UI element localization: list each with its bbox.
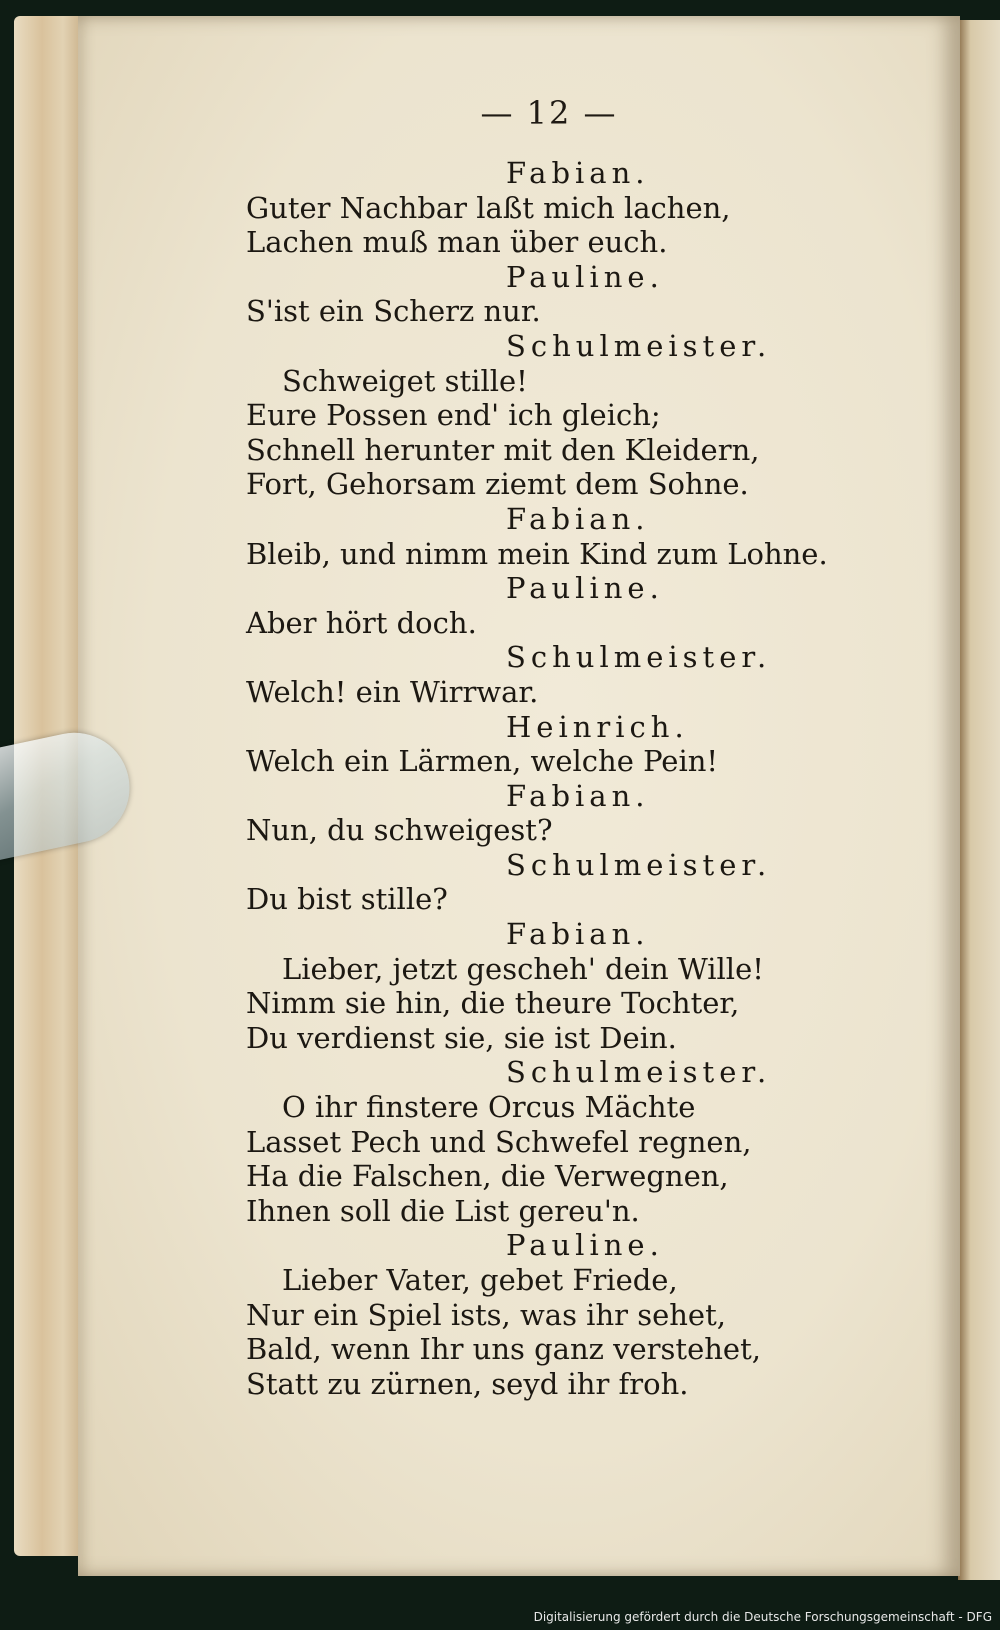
verse-line: Du bist stille? bbox=[246, 882, 448, 917]
verse-text-block bbox=[246, 156, 886, 1401]
speaker-name: Heinrich. bbox=[506, 709, 689, 744]
speaker-name: Pauline. bbox=[506, 1228, 664, 1263]
verse-line: Welch ein Lärmen, welche Pein! bbox=[246, 744, 719, 779]
verse-line: Lieber Vater, gebet Friede, bbox=[282, 1263, 678, 1297]
verse-line: Nimm sie hin, die theure Tochter, bbox=[246, 986, 740, 1021]
verse-line: Bald, wenn Ihr uns ganz verstehet, bbox=[246, 1332, 761, 1367]
verse-line: Guter Nachbar laßt mich lachen, bbox=[246, 190, 731, 225]
verse-line: Ha die Falschen, die Verwegnen, bbox=[246, 1159, 729, 1194]
speaker-name: Fabian. bbox=[506, 156, 650, 190]
speaker-name: Fabian. bbox=[506, 501, 650, 536]
verse-line: Ihnen soll die List gereu'n. bbox=[246, 1193, 640, 1228]
speaker-name: Schulmeister. bbox=[506, 847, 772, 882]
verse-line: Du verdienst sie, sie ist Dein. bbox=[246, 1020, 677, 1055]
digitization-credit: Digitalisierung gefördert durch die Deutsche Forschungsgemeinschaft - DFG bbox=[533, 1610, 992, 1624]
verse-line: Lachen muß man über euch. bbox=[246, 225, 668, 260]
facing-page-edge bbox=[958, 20, 1000, 1580]
book-page bbox=[78, 16, 960, 1576]
speaker-name: Pauline. bbox=[506, 571, 664, 606]
verse-line: Fort, Gehorsam ziemt dem Sohne. bbox=[246, 467, 749, 502]
speaker-name: Fabian. bbox=[506, 778, 650, 813]
speaker-name: Fabian. bbox=[506, 917, 650, 952]
speaker-name: Schulmeister. bbox=[506, 1055, 772, 1090]
verse-line: S'ist ein Scherz nur. bbox=[246, 294, 541, 329]
page-number: — 12 — bbox=[480, 94, 618, 132]
verse-line: Welch! ein Wirrwar. bbox=[246, 674, 539, 709]
verse-line: O ihr finstere Orcus Mächte bbox=[282, 1090, 696, 1125]
verse-line: Lieber, jetzt gescheh' dein Wille! bbox=[282, 951, 764, 986]
verse-line: Bleib, und nimm mein Kind zum Lohne. bbox=[246, 536, 828, 571]
verse-line: Statt zu zürnen, seyd ihr froh. bbox=[246, 1366, 689, 1401]
speaker-name: Schulmeister. bbox=[506, 640, 772, 675]
verse-line: Nun, du schweigest? bbox=[246, 813, 553, 848]
speaker-name: Pauline. bbox=[506, 259, 664, 294]
verse-line: Nur ein Spiel ists, was ihr sehet, bbox=[246, 1297, 726, 1332]
verse-line: Aber hört doch. bbox=[246, 605, 477, 640]
speaker-name: Schulmeister. bbox=[506, 328, 772, 363]
verse-line: Schweiget stille! bbox=[282, 363, 528, 398]
verse-line: Lasset Pech und Schwefel regnen, bbox=[246, 1124, 752, 1159]
verse-line: Schnell herunter mit den Kleidern, bbox=[246, 432, 760, 467]
verse-line: Eure Possen end' ich gleich; bbox=[246, 398, 661, 433]
